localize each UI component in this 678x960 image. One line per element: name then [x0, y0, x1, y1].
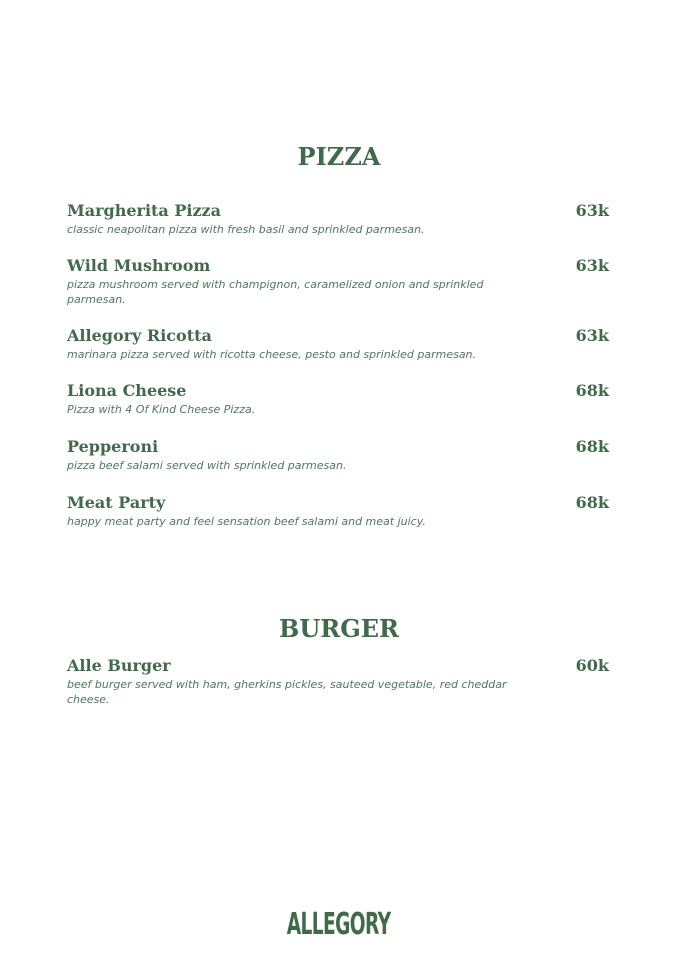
menu-item-price: 68k — [575, 381, 609, 400]
menu-item-name: Wild Mushroom — [67, 256, 211, 275]
menu-item-price: 63k — [575, 201, 609, 220]
menu-item-description: pizza beef salami served with sprinkled parmesan. — [67, 459, 347, 472]
menu-item-name: Alle Burger — [67, 656, 171, 675]
menu-item-description: Pizza with 4 Of Kind Cheese Pizza. — [67, 403, 256, 416]
menu-item-name: Pepperoni — [67, 437, 159, 456]
menu-item-alle-burger — [67, 656, 612, 707]
menu-item-name: Allegory Ricotta — [67, 326, 212, 345]
menu-item-margherita-pizza — [67, 201, 612, 237]
menu-item-allegory-ricotta — [67, 326, 612, 362]
logo-text: ALLEGORY — [287, 907, 391, 942]
allegory-logo — [0, 908, 678, 942]
menu-item-description: marinara pizza served with ricotta cheese, pesto and sprinkled parmesan. — [67, 348, 477, 361]
menu-item-price: 68k — [575, 437, 609, 456]
menu-item-price: 63k — [575, 326, 609, 345]
menu-item-price: 68k — [575, 493, 609, 512]
pizza-section-title: PIZZA — [297, 142, 381, 171]
menu-item-meat-party — [67, 493, 612, 529]
burger-section-title: BURGER — [279, 614, 399, 643]
menu-item-liona-cheese — [67, 381, 612, 417]
menu-item-description: pizza mushroom served with champignon, caramelized onion and sprinkled parmesan. — [67, 278, 484, 306]
menu-item-description: happy meat party and feel sensation beef salami and meat juicy. — [67, 515, 426, 528]
menu-item-description: classic neapolitan pizza with fresh basil and sprinkled parmesan. — [67, 223, 425, 236]
menu-item-description: beef burger served with ham, gherkins pickles, sauteed vegetable, red cheddar cheese. — [67, 678, 507, 706]
menu-item-name: Margherita Pizza — [67, 201, 221, 220]
menu-item-pepperoni — [67, 437, 612, 473]
menu-item-name: Meat Party — [67, 493, 166, 512]
menu-item-price: 63k — [575, 256, 609, 275]
menu-item-price: 60k — [575, 656, 609, 675]
menu-item-name: Liona Cheese — [67, 381, 187, 400]
menu-item-wild-mushroom — [67, 256, 612, 307]
